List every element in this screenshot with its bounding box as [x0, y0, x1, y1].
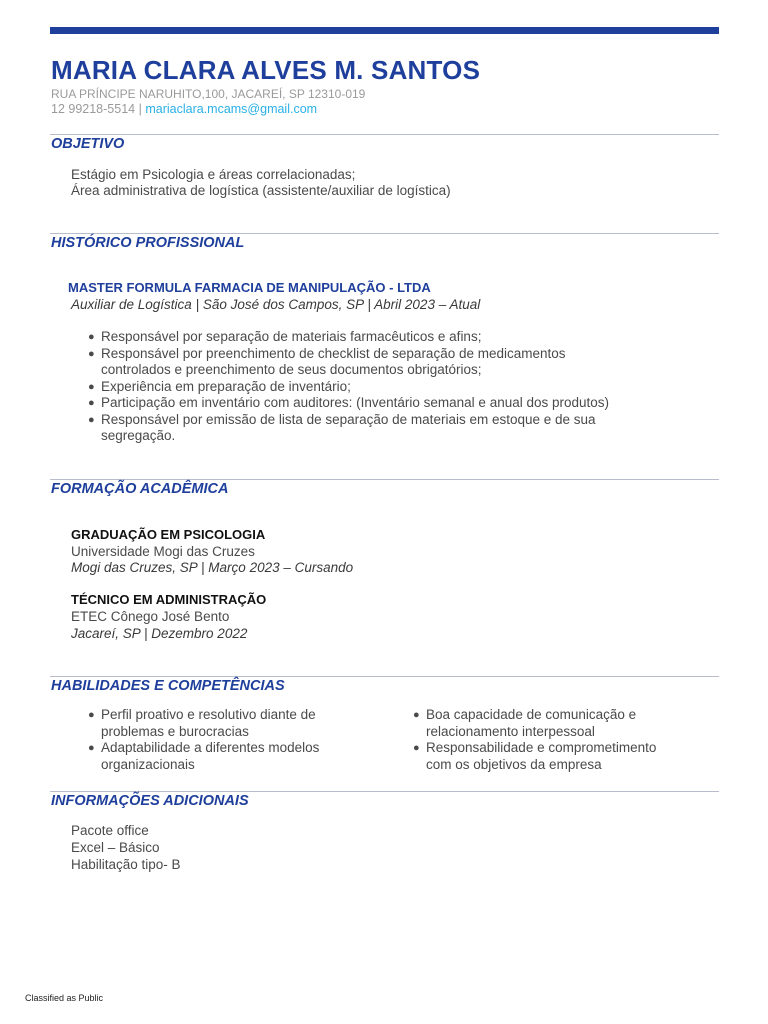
- bullet-text-line: Boa capacidade de comunicação e: [426, 707, 637, 722]
- bullet-text-line: controlados e preenchimento de seus documentos obrigatórios;: [101, 362, 482, 377]
- contact-separator: |: [138, 102, 142, 116]
- bullet-item: [88, 707, 388, 740]
- experience-bullet-list: [88, 329, 708, 445]
- section-divider: [50, 134, 719, 135]
- contact-line: [51, 102, 317, 116]
- bullet-dot-icon: ●: [88, 709, 95, 721]
- section-title-additional: INFORMAÇÕES ADICIONAIS: [51, 793, 249, 809]
- objective-line: Área administrativa de logística (assistente/auxiliar de logística): [71, 183, 451, 198]
- bullet-text-line: Experiência em preparação de inventário;: [101, 378, 351, 394]
- bullet-text-line: Adaptabilidade a diferentes modelos: [101, 740, 320, 755]
- candidate-address: RUA PRÍNCIPE NARUHITO,100, JACAREÍ, SP 12310-019: [51, 87, 366, 101]
- bullet-text-line: Perfil proativo e resolutivo diante de: [101, 707, 316, 722]
- section-title-experience: HISTÓRICO PROFISSIONAL: [51, 235, 245, 251]
- bullet-text-line: com os objetivos da empresa: [426, 756, 602, 772]
- bullet-item: [88, 346, 708, 379]
- additional-info-line: Pacote office: [71, 823, 149, 838]
- bullet-item: [413, 740, 713, 773]
- bullet-text-line: organizacionais: [101, 756, 195, 772]
- candidate-name: MARIA CLARA ALVES M. SANTOS: [51, 55, 481, 85]
- objective-line: Estágio em Psicologia e áreas correlacionadas;: [71, 167, 356, 182]
- education-details: Mogi das Cruzes, SP | Março 2023 – Cursando: [71, 560, 354, 575]
- bullet-item: [88, 395, 708, 412]
- bullet-dot-icon: ●: [88, 380, 95, 393]
- skills-list-left: [88, 707, 388, 773]
- classification-label: Classified as Public: [25, 993, 104, 1003]
- bullet-item: [88, 740, 388, 773]
- bullet-dot-icon: ●: [88, 331, 95, 343]
- bullet-dot-icon: ●: [413, 709, 420, 721]
- bullet-dot-icon: ●: [88, 347, 95, 360]
- bullet-text-line: segregação.: [101, 428, 176, 443]
- bullet-item: [88, 329, 708, 346]
- bullet-dot-icon: ●: [413, 742, 420, 754]
- bullet-dot-icon: ●: [88, 397, 95, 409]
- bullet-text-line: Participação em inventário com auditores: (Inventário semanal e anual dos produtos): [101, 395, 610, 410]
- section-title-objective: OBJETIVO: [51, 136, 125, 152]
- section-divider: [50, 233, 719, 234]
- section-divider: [50, 676, 719, 677]
- education-school: ETEC Cônego José Bento: [71, 609, 230, 624]
- section-title-skills: HABILIDADES E COMPETÊNCIAS: [51, 678, 285, 694]
- additional-info-line: Excel – Básico: [71, 840, 160, 855]
- bullet-text-line: problemas e burocracias: [101, 723, 249, 739]
- skills-list-right: [413, 707, 713, 773]
- section-divider: [50, 791, 719, 792]
- education-degree: GRADUAÇÃO EM PSICOLOGIA: [71, 527, 266, 542]
- education-school: Universidade Mogi das Cruzes: [71, 544, 255, 559]
- phone-number: 12 99218-5514: [51, 102, 136, 116]
- section-divider: [50, 479, 719, 480]
- company-name: MASTER FORMULA FARMACIA DE MANIPULAÇÃO - LTDA: [68, 280, 431, 295]
- bullet-text-line: Responsabilidade e comprometimento: [426, 740, 657, 755]
- email-link[interactable]: mariaclara.mcams@gmail.com: [145, 102, 318, 116]
- header-accent-bar: [50, 27, 719, 34]
- job-role-line: Auxiliar de Logística | São José dos Campos, SP | Abril 2023 – Atual: [71, 297, 481, 312]
- bullet-item: [88, 412, 708, 445]
- education-degree: TÉCNICO EM ADMINISTRAÇÃO: [71, 592, 267, 607]
- bullet-item: [413, 707, 713, 740]
- bullet-dot-icon: ●: [88, 742, 95, 754]
- section-title-education: FORMAÇÃO ACADÊMICA: [51, 481, 229, 497]
- education-details: Jacareí, SP | Dezembro 2022: [71, 626, 248, 641]
- bullet-text-line: Responsável por preenchimento de checklist de separação de medicamentos: [101, 345, 566, 361]
- bullet-text-line: Responsável por emissão de lista de separação de materiais em estoque e de sua: [101, 411, 596, 427]
- bullet-text-line: relacionamento interpessoal: [426, 723, 595, 739]
- additional-info-line: Habilitação tipo- B: [71, 857, 181, 872]
- bullet-dot-icon: ●: [88, 413, 95, 426]
- bullet-text-line: Responsável por separação de materiais farmacêuticos e afins;: [101, 329, 482, 344]
- bullet-item: [88, 379, 708, 396]
